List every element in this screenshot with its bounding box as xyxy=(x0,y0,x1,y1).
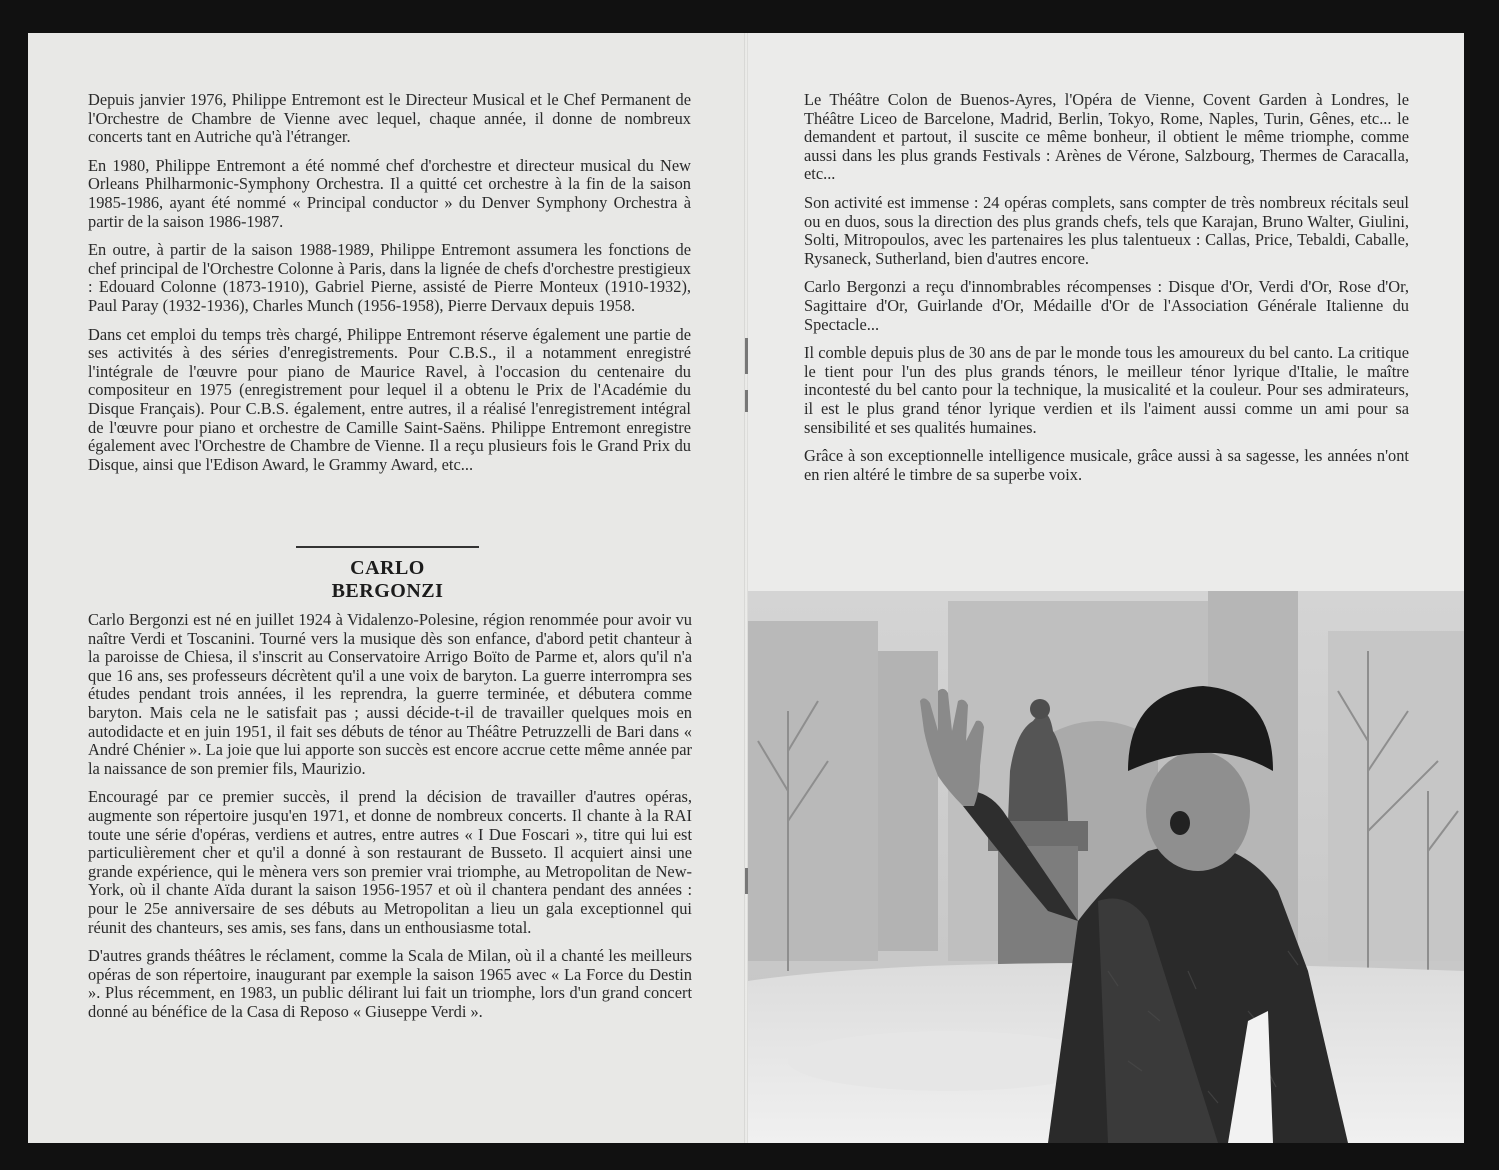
section-heading: CARLO BERGONZI xyxy=(331,557,444,602)
paragraph: Grâce à son exceptionnelle intelligence musicale, grâce aussi à sa sagesse, les années n'ont en rien altéré le timbre de sa superbe voix. xyxy=(804,446,1409,484)
paragraph: Le Théâtre Colon de Buenos-Ayres, l'Opéra de Vienne, Covent Garden à Londres, le Théâtre Liceo de Barcelone, Madrid, Berlin, Tokyo, Rome, Naples, Turin, Gênes, etc... le demandent et partout, il suscite ce même bonheur, il obtient le même triomphe, comme aussi dans les plus grands Festivals : Arènes de Vérone, Salzbourg, Thermes de Caracalla, etc... xyxy=(804,90,1409,184)
heading-rule xyxy=(296,546,479,548)
tenor-photograph xyxy=(748,591,1464,1143)
paragraph: Dans cet emploi du temps très chargé, Philippe Entremont réserve également une partie de ses activités à des séries d'enregistrements. Pour C.B.S., il a notamment enregistré l'intégrale de l'œuvre pour piano de Maurice Ravel, à l'occasion du centenaire du compositeur en 1975 (enregistrement pour lequel il a obtenu le Prix de l'Académie du Disque Français). Pour C.B.S. également, entre autres, il a réalisé l'enregistrement intégral de l'œuvre pour piano et orchestre de Camille Saint-Saëns. Philippe Entremont enregistre également avec l'Orchestre de Chambre de Vienne. Il a reçu plusieurs fois le Grand Prix du Disque, ainsi que l'Edison Award, le Grammy Award, etc... xyxy=(88,324,691,474)
left-top-text xyxy=(88,91,691,484)
staple-top-2 xyxy=(745,390,748,412)
paragraph: Carlo Bergonzi a reçu d'innombrables récompenses : Disque d'Or, Verdi d'Or, Rose d'Or, Sagittaire d'Or, Guirlande d'Or, Médaille d'Or de l'Association Générale Italienne du Spectacle... xyxy=(804,277,1409,334)
paragraph: Carlo Bergonzi est né en juillet 1924 à Vidalenzo-Polesine, région renommée pour avoir vu naître Verdi et Toscanini. Tourné vers la musique dès son enfance, d'abord petit chanteur à la paroisse de Chiesa, il s'inscrit au Conservatoire Arrigo Boïto de Parme et, alors qu'il n'a que 16 ans, ses professeurs décrètent qu'il a une voix de baryton. La guerre interrompra ses études pendant trois années, il les reprendra, la guerre terminée, et débutera comme baryton. Mais cela ne le satisfait pas ; aussi décide-t-il de travailler quelques mois en autodidacte et en juin 1951, il fait ses débuts de ténor au Théâtre Petruzzelli de Bari dans « André Chénier ». La joie que lui apporte son succès est encore accrue cette même année par la naissance de son premier fils, Maurizio. xyxy=(88,610,692,778)
staple-top xyxy=(745,338,748,374)
paragraph: Il comble depuis plus de 30 ans de par le monde tous les amoureux du bel canto. La critique le tient pour l'un des plus grands ténors, le meilleur ténor lyrique d'Italie, le maître incontesté du bel canto pour la technique, la musicalité et la couleur. Pour ses admirateurs, il est le plus grand ténor lyrique verdien et ils l'aiment aussi comme un ami pour sa sensibilité et ses qualités humaines. xyxy=(804,343,1409,437)
paragraph: En 1980, Philippe Entremont a été nommé chef d'orchestre et directeur musical du New Orleans Philharmonic-Symphony Orchestra. Il a quitté cet orchestre à la fin de la saison 1985-1986, ayant été nommé « Principal conductor » du Denver Symphony Orchestra à partir de la saison 1986-1987. xyxy=(88,155,691,231)
booklet-spread xyxy=(28,33,1464,1143)
photo-illustration xyxy=(748,591,1464,1143)
paragraph: Depuis janvier 1976, Philippe Entremont est le Directeur Musical et le Chef Permanent de l'Orchestre de Chambre de Vienne avec lequel, chaque année, il donne de nombreux concerts tant en Autriche qu'à l'étranger. xyxy=(88,90,691,147)
paragraph: Son activité est immense : 24 opéras complets, sans compter de très nombreux récitals seul ou en duos, sous la direction des plus grands chefs, tels que Karajan, Bruno Walter, Giulini, Solti, Mitropoulos, avec les partenaires les plus talentueux : Callas, Price, Tebaldi, Caballe, Rysaneck, Sutherland, bien d'autres encore. xyxy=(804,192,1409,268)
paragraph: Encouragé par ce premier succès, il prend la décision de travailler d'autres opéras, augmente son répertoire jusqu'en 1971, et donne de nombreux concerts. Il chante à la RAI toute une série d'opéras, verdiens et autres, entre autres « I Due Foscari », titre qui lui est particulièrement cher et qu'il a donné à son restaurant de Busseto. Il acquiert ainsi une grande expérience, qui le mènera vers son premier vrai triomphe, au Metropolitan de New-York, où il chante Aïda durant la saison 1956-1957 et où il chantera pendant des années : pour le 25e anniversaire de ses débuts au Metropolitan a lieu un gala exceptionnel qui réunit des chanteurs, ses amis, ses fans, dans un enthousiasme total. xyxy=(88,787,692,937)
paragraph: En outre, à partir de la saison 1988-1989, Philippe Entremont assumera les fonctions de chef principal de l'Orchestre Colonne à Paris, dans la lignée de chefs d'orchestre prestigieux : Edouard Colonne (1873-1910), Gabriel Pierne, assisté de Pierre Monteux (1910-1932), Paul Paray (1932-1936), Charles Munch (1956-1958), Pierre Dervaux depuis 1958. xyxy=(88,240,691,315)
right-text xyxy=(804,91,1409,494)
left-bottom-text xyxy=(88,611,692,1031)
paragraph: D'autres grands théâtres le réclament, comme la Scala de Milan, où il a chanté les meilleurs opéras de son répertoire, inaugurant par exemple la saison 1965 avec « La Force du Destin ». Plus récemment, en 1983, un public délirant lui fait un triomphe, lors d'un grand concert donné au bénéfice de la Casa di Reposo « Giuseppe Verdi ». xyxy=(88,946,692,1021)
